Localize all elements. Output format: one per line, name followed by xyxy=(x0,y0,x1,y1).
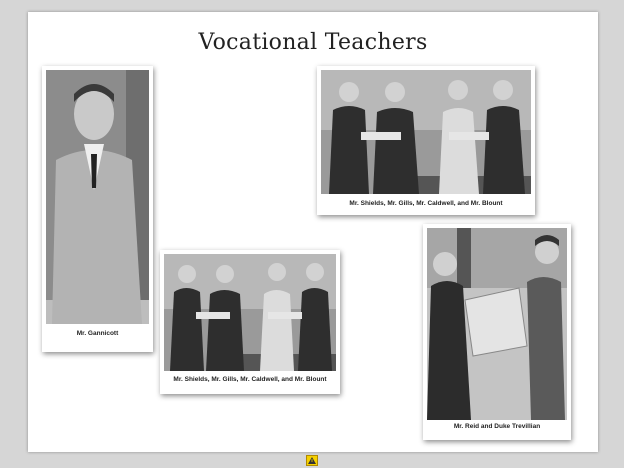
photo-gannicott[interactable] xyxy=(42,66,153,352)
photo-group-top[interactable] xyxy=(317,66,535,215)
photo-caption: Mr. Gannicott xyxy=(76,330,119,337)
photo-image xyxy=(427,228,567,420)
warning-icon[interactable] xyxy=(306,455,318,466)
photo-group-bottom[interactable] xyxy=(160,250,340,394)
photo-reid-trevillian[interactable] xyxy=(423,224,571,440)
photo-caption: Mr. Shields, Mr. Gills, Mr. Caldwell, and Mr. Blount xyxy=(349,200,503,207)
photo-caption: Mr. Shields, Mr. Gills, Mr. Caldwell, and Mr. Blount xyxy=(173,376,327,383)
photo-image xyxy=(164,254,336,371)
page-title: Vocational Teachers xyxy=(198,30,428,55)
photo-caption: Mr. Reid and Duke Trevillian xyxy=(453,423,541,430)
photo-image xyxy=(46,70,149,324)
photo-image xyxy=(321,70,531,194)
